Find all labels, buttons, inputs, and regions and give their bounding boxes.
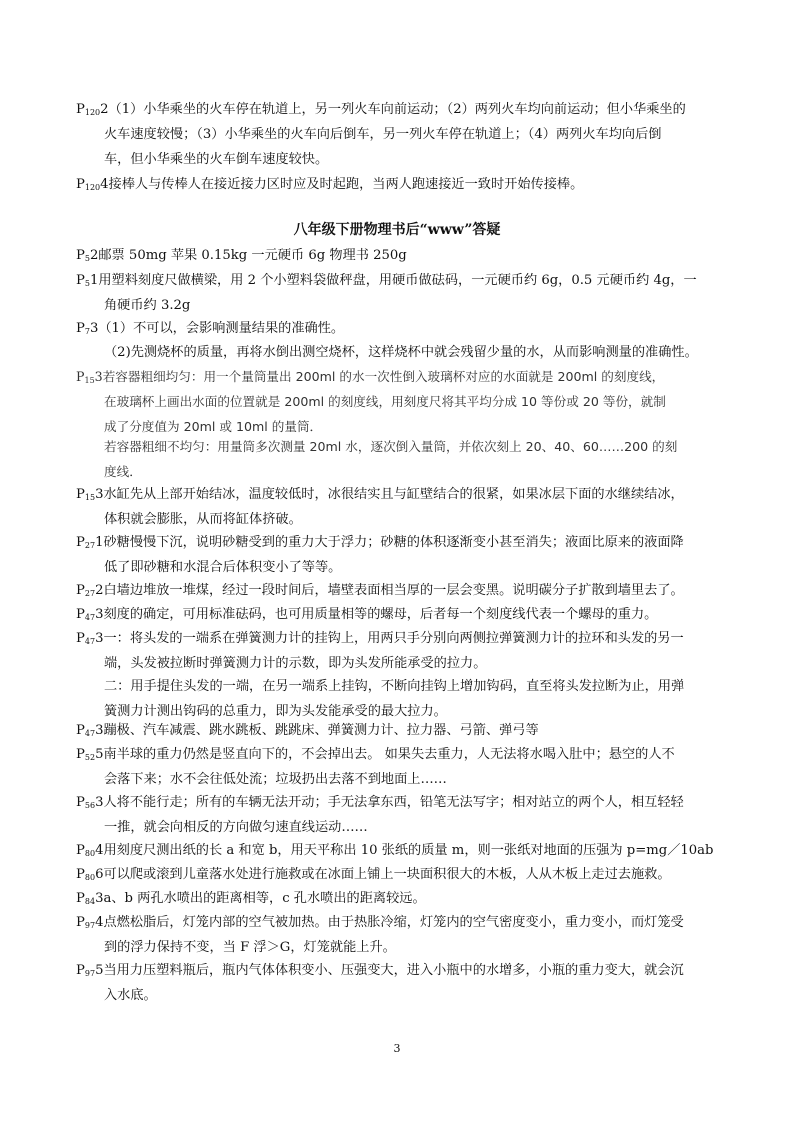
answer-entry: 二：用手提住头发的一端，在另一端系上挂钩，不断向挂钩上增加钩码，直至将头发拉断为止，用弹 簧测力计测出钩码的总重力，即为头发能承受的最大拉力。 (104, 679, 685, 719)
page-ref: $P_{120}2$ (76, 102, 109, 117)
answer-text: 火车速度较慢；（3）小华乘坐的火车向后倒车，另一列火车停在轨道上；（4）两列火车均向后倒 (104, 127, 662, 142)
answer-entry: （2)先测烧杯的质量，再将水倒出测空烧杯，这样烧杯中就会残留少量的水，从而影响测量的准确性。 (104, 345, 698, 360)
answer-p120-2 (76, 97, 722, 172)
page-number: 3 (393, 1042, 401, 1055)
answer-entry: $P_{97}5$当用力压塑料瓶后，瓶内气体体积变小、压强变大，进入小瓶中的水增多，小瓶的重力变大，就会沉 入水底。 (76, 963, 684, 1003)
answer-p120-4 (76, 172, 722, 197)
answer-entry: $P_{56}3$人将不能行走；所有的车辆无法开动；手无法拿东西，铅笔无法写字；相对站立的两个人，相互轻轻 一推，就会向相反的方向做匀速直线运动…… (76, 795, 684, 835)
answer-entry: $P_{27}2$白墙边堆放一堆煤，经过一段时间后，墙壁表面相当厚的一层会变黑。说明碳分子扩散到墙里去了。 (76, 583, 684, 598)
answer-entry: $P_{47}3$一：将头发的一端系在弹簧测力计的挂钩上，用两只手分别向两侧拉弹簧测力计的拉环和头发的另一 端，头发被拉断时弹簧测力计的示数，即为头发所能承受的拉力。 (76, 631, 684, 671)
answer-entry: $P_{15}3$水缸先从上部开始结冰，温度较低时，冰很结实且与缸壁结合的很紧，如果冰层下面的水继续结冰， 体积就会膨胀，从而将缸体挤破。 (76, 487, 684, 527)
answer-entry: $P_{84}3a$、b 两孔水喷出的距离相等，c 孔水喷出的距离较远。 (76, 891, 426, 906)
answer-entry: $P_52$邮票 50mg 苹果 0.15kg 一元硬币 6g 物理书 250g (76, 248, 407, 263)
section-title: 八年级下册物理书后“www”答疑 (293, 222, 501, 238)
answer-entry: 若容器粗细不均匀：用量筒多次测量 20ml 水，逐次倒入量筒，并依次刻上 20、40、60……200 的刻 度线． (104, 439, 678, 479)
answer-entry: $P_{15}3$若容器粗细均匀：用一个量筒量出 200ml 的水一次性倒入玻璃杯对应的水面就是 200ml 的刻度线， 在玻璃杯上画出水面的位置就是 200ml 的刻度线，用刻度尺将其平均分成 10 等份或 20 等份，就制 成了分度值为 20ml 或 10ml 的量筒． (76, 369, 666, 434)
answer-text: 接棒人与传棒人在接近接力区时应及时起跑，当两人跑速接近一致时开始传接棒。 (108, 177, 584, 192)
answer-entry: $P_{47}3$刻度的确定，可用标准砝码，也可用质量相等的螺母，后者每一个刻度线代表一个螺母的重力。 (76, 607, 658, 622)
answer-entry: $P_{27}1$砂糖慢慢下沉，说明砂糖受到的重力大于浮力；砂糖的体积逐渐变小甚至消失；液面比原来的液面降 低了即砂糖和水混合后体积变小了等等。 (76, 535, 684, 575)
page-ref: $P_{120}4$ (76, 177, 109, 192)
answer-entry: $P_51$用塑料刻度尺做横梁，用 2 个小塑料袋做秤盘，用硬币做砝码，一元硬币约 6g，0.5 元硬币约 4g，一 角硬币约 3.2g (76, 273, 697, 313)
answer-text: （1）小华乘坐的火车停在轨道上，另一列火车向前运动；（2）两列火车均向前运动；但小华乘坐的 (108, 102, 686, 117)
answer-entry: $P_73(1)$不可以，会影响测量结果的准确性。 (76, 321, 345, 336)
answer-entry: $P_{80}4$用刻度尺测出纸的长 a 和宽 b，用天平称出 10 张纸的质量 m，则一张纸对地面的压强为 p=mg／10ab (76, 843, 714, 858)
answer-entry: $P_{80}6$可以爬或滚到儿童落水处进行施救或在冰面上铺上一块面积很大的木板，人从木板上走过去施救。 (76, 867, 671, 882)
answer-entry: $P_{52}5$南半球的重力仍然是竖直向下的，不会掉出去。 如果失去重力，人无法将水喝入肚中；悬空的人不 会落下来；水不会往低处流；垃圾扔出去落不到地面上…… (76, 747, 675, 787)
answer-entry: $P_{97}4$点燃松脂后，灯笼内部的空气被加热。由于热胀冷缩，灯笼内的空气密度变小，重力变小，而灯笼受 到的浮力保持不变，当 F 浮＞G，灯笼就能上升。 (76, 915, 684, 955)
answer-entry: $P_{47}3$蹦极、汽车减震、跳水跳板、跳跳床、弹簧测力计、拉力器、弓箭、弹弓等 (76, 723, 539, 738)
answer-text: 车，但小华乘坐的火车倒车速度较快。 (104, 152, 329, 167)
